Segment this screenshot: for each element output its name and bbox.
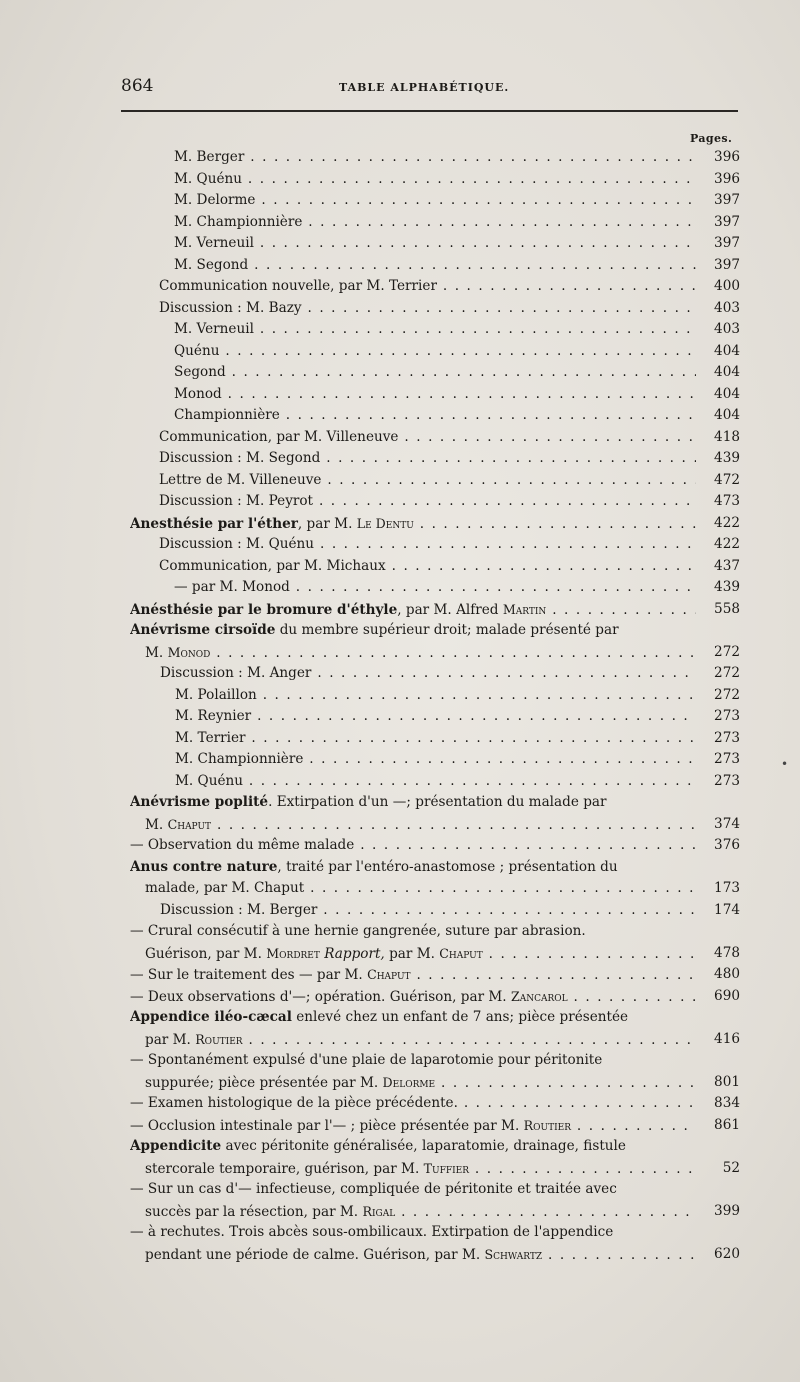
entry-heading: Anévrisme cirsoïde — [130, 622, 276, 638]
page-ref: 273 — [714, 729, 740, 746]
index-entry — [0, 599, 800, 621]
entry-text — [145, 642, 696, 665]
index-entry — [0, 255, 800, 277]
stray-mark: • — [781, 757, 789, 771]
page-ref: 861 — [714, 1116, 740, 1133]
entry-text — [130, 513, 696, 536]
author-name: Schwartz — [484, 1246, 543, 1262]
index-entry — [0, 1136, 800, 1158]
index-entry — [0, 900, 800, 922]
entry-body: stercorale temporaire, guérison, par M. — [145, 1160, 420, 1177]
entry-body: M. Reynier — [175, 708, 252, 724]
author-name: Chaput — [439, 945, 483, 961]
entry-body: M. Quénu — [175, 772, 244, 789]
author-name: Tuffier — [423, 1160, 470, 1176]
index-entry — [0, 169, 800, 191]
entry-text — [174, 319, 696, 341]
italic-note: Rapport, — [324, 945, 385, 962]
entry-body: M. Segond — [174, 256, 249, 273]
entry-body: Communication nouvelle, par M. Terrier — [159, 278, 437, 294]
entry-text — [130, 835, 696, 857]
entry-body: Discussion : M. Anger — [160, 665, 312, 681]
page-ref: 404 — [714, 364, 740, 380]
entry-text — [174, 255, 696, 277]
entry-body: avec péritonite généralisée, laparatomie, drainage, fistule — [221, 1138, 626, 1154]
index-entry — [0, 1222, 800, 1244]
page-ref: 396 — [714, 149, 740, 165]
index-entry — [0, 1201, 800, 1223]
index-entry — [0, 706, 800, 728]
entry-text — [130, 792, 696, 814]
index-entry — [0, 878, 800, 900]
index-entries — [0, 147, 800, 1265]
page-ref: 400 — [714, 278, 740, 294]
entry-text — [130, 1179, 696, 1201]
page-ref: 416 — [714, 1030, 740, 1047]
entry-body: , par M. Alfred — [397, 601, 499, 618]
entry-text — [130, 1007, 696, 1029]
page-ref: 422 — [714, 536, 740, 552]
entry-body: — Observation du même malade — [130, 837, 355, 853]
running-title: TABLE ALPHABÉTIQUE. — [339, 81, 510, 94]
entry-body: M. Berger — [174, 149, 245, 165]
index-entry — [0, 1093, 800, 1115]
index-entry — [0, 147, 800, 169]
author-name: Martin — [502, 601, 547, 617]
entry-heading: Appendice iléo-cæcal — [130, 1009, 292, 1025]
page-ref: 418 — [714, 428, 740, 445]
author-name: Routier — [195, 1031, 243, 1047]
author-name: Mordret — [266, 945, 320, 961]
index-entry — [0, 642, 800, 664]
entry-text — [175, 685, 696, 707]
page-ref: 473 — [714, 493, 740, 509]
entry-body: Communication, par M. Michaux — [159, 557, 386, 574]
index-entry — [0, 427, 800, 449]
entry-text — [130, 599, 696, 622]
entry-body: Discussion : M. Quénu — [159, 536, 315, 552]
entry-body: Monod — [174, 385, 222, 402]
author-name: Le Dentu — [356, 515, 414, 531]
entry-text — [145, 943, 696, 966]
entry-body: M. Delorme — [174, 192, 256, 208]
page-ref: 273 — [714, 772, 740, 789]
index-entry — [0, 1050, 800, 1072]
entry-text — [159, 534, 696, 556]
index-entry — [0, 212, 800, 234]
entry-text — [130, 921, 696, 943]
index-entry — [0, 556, 800, 578]
entry-text — [145, 1072, 696, 1095]
index-entry — [0, 1007, 800, 1029]
index-entry — [0, 1179, 800, 1201]
entry-body: Communication, par M. Villeneuve — [159, 428, 399, 445]
entry-body: M. Championnière — [175, 751, 304, 767]
page-ref: 174 — [714, 901, 740, 918]
entry-text — [145, 1201, 696, 1224]
index-entry — [0, 921, 800, 943]
page-ref: 801 — [714, 1073, 740, 1090]
index-entry — [0, 1029, 800, 1051]
page-ref: 403 — [714, 321, 740, 337]
entry-body: pendant une période de calme. Guérison, par M. — [145, 1246, 481, 1263]
entry-text — [130, 1115, 696, 1138]
index-entry — [0, 319, 800, 341]
entry-text — [159, 427, 696, 449]
page-ref: 404 — [714, 385, 740, 402]
entry-body: Guérison, par M. — [145, 945, 262, 962]
entry-body: du membre supérieur droit; malade présenté par — [275, 622, 619, 638]
entry-text — [130, 1050, 696, 1072]
entry-body: — Occlusion intestinale par l'— ; pièce présentée par M. — [130, 1117, 520, 1134]
index-entry — [0, 276, 800, 298]
entry-body: par M. — [384, 945, 435, 962]
entry-text — [175, 706, 696, 728]
page-ref: 404 — [714, 407, 740, 423]
index-entry — [0, 298, 800, 320]
page-ref: 480 — [714, 966, 740, 982]
index-entry — [0, 233, 800, 255]
index-entry — [0, 1158, 800, 1180]
entry-body: — par M. Monod — [174, 579, 290, 595]
index-entry — [0, 1072, 800, 1094]
entry-text — [174, 384, 696, 406]
page-ref: 52 — [722, 1159, 740, 1176]
entry-text — [174, 169, 696, 191]
entry-text — [175, 771, 696, 793]
pages-column-header: Pages. — [690, 132, 733, 145]
entry-body: , traité par l'entéro-anastomose ; présentation du — [277, 858, 618, 875]
entry-body: Discussion : M. Bazy — [159, 299, 302, 316]
author-name: Delorme — [382, 1074, 436, 1090]
index-entry — [0, 190, 800, 212]
entry-text — [160, 900, 696, 922]
entry-text — [174, 147, 696, 169]
entry-heading: Anévrisme poplité — [130, 794, 269, 810]
author-name: Chaput — [167, 816, 212, 832]
page-ref: 404 — [714, 342, 740, 359]
entry-body: M. Polaillon — [175, 686, 257, 703]
author-name: Monod — [167, 644, 211, 660]
entry-heading: Anésthésie par le bromure d'éthyle — [130, 601, 398, 618]
index-entry — [0, 728, 800, 750]
page-ref: 439 — [714, 450, 740, 466]
entry-heading: Appendicite — [130, 1138, 222, 1154]
index-entry — [0, 771, 800, 793]
index-entry — [0, 857, 800, 879]
entry-text — [145, 878, 696, 900]
index-entry — [0, 470, 800, 492]
entry-text — [130, 964, 696, 987]
index-entry — [0, 663, 800, 685]
entry-text — [175, 749, 696, 771]
page-ref: 558 — [714, 600, 740, 617]
entry-text — [130, 986, 696, 1009]
entry-body: M. Terrier — [175, 729, 246, 746]
page-ref: 397 — [714, 213, 740, 230]
entry-body: — Sur un cas d'— infectieuse, compliquée de péritonite et traitée avec — [130, 1181, 617, 1197]
entry-body: M. Quénu — [174, 170, 243, 187]
entry-text — [130, 1093, 696, 1115]
entry-body: succès par la résection, par M. — [145, 1203, 359, 1220]
entry-body: Segond — [174, 364, 226, 380]
page-ref: 374 — [714, 815, 740, 832]
page-ref: 173 — [714, 880, 740, 896]
entry-text — [160, 663, 696, 685]
page-ref: 399 — [714, 1202, 740, 1219]
entry-body: Lettre de M. Villeneuve — [159, 471, 322, 488]
entry-body: M. Verneuil — [174, 321, 254, 337]
page-ref: 472 — [714, 471, 740, 488]
entry-body: — Examen histologique de la pièce précédente. — [130, 1095, 458, 1111]
entry-text — [174, 577, 696, 599]
entry-text — [174, 233, 696, 255]
index-entry — [0, 1244, 800, 1266]
entry-body: — Spontanément expulsé d'une plaie de laparotomie pour péritonite — [130, 1052, 603, 1068]
page-header — [121, 76, 738, 100]
author-name: Routier — [523, 1117, 571, 1133]
page-ref: 834 — [714, 1095, 740, 1111]
entry-body: — Sur le traitement des — par M. — [130, 967, 363, 983]
entry-heading: Anus contre nature — [130, 858, 278, 875]
index-entry — [0, 792, 800, 814]
entry-text — [130, 857, 696, 879]
entry-text — [175, 728, 696, 750]
page-number: 864 — [121, 76, 154, 96]
page-ref: 403 — [714, 299, 740, 316]
entry-text — [145, 1244, 696, 1267]
page-ref: 272 — [714, 643, 740, 660]
entry-body: , par M. — [297, 515, 353, 532]
entry-body: enlevé chez un enfant de 7 ans; pièce présentée — [291, 1009, 629, 1025]
entry-text — [174, 212, 696, 234]
entry-body: suppurée; pièce présentée par M. — [145, 1074, 379, 1091]
index-entry — [0, 491, 800, 513]
entry-text — [159, 276, 696, 298]
page-ref: 437 — [714, 557, 740, 574]
page-ref: 272 — [714, 665, 740, 681]
index-entry — [0, 620, 800, 642]
entry-body: — à rechutes. Trois abcès sous-ombilicaux. Extirpation de l'appendice — [130, 1224, 614, 1240]
page-ref: 376 — [714, 837, 740, 853]
entry-body: — Deux observations d'—; opération. Guérison, par M. — [130, 988, 507, 1005]
entry-text — [130, 620, 696, 642]
entry-text — [130, 1136, 696, 1158]
page-ref: 478 — [714, 944, 740, 961]
index-entry — [0, 513, 800, 535]
index-entry — [0, 384, 800, 406]
author-name: Rigal — [362, 1203, 396, 1219]
entry-body: Discussion : M. Peyrot — [159, 493, 314, 509]
entry-text — [174, 362, 696, 384]
page-ref: 397 — [714, 256, 740, 273]
index-entry — [0, 835, 800, 857]
entry-body: Discussion : M. Berger — [160, 901, 318, 918]
entry-body: par M. — [145, 1031, 191, 1048]
entry-text — [145, 1158, 696, 1181]
author-name: Zancarol — [510, 988, 568, 1004]
index-entry — [0, 964, 800, 986]
page-ref: 690 — [714, 987, 740, 1004]
index-entry — [0, 685, 800, 707]
index-entry — [0, 986, 800, 1008]
index-entry — [0, 341, 800, 363]
entry-text — [174, 405, 696, 427]
index-entry — [0, 448, 800, 470]
page-ref: 397 — [714, 192, 740, 208]
entry-text — [159, 448, 696, 470]
entry-text — [145, 1029, 696, 1052]
index-entry — [0, 577, 800, 599]
entry-body: M. — [145, 816, 164, 833]
entry-text — [174, 341, 696, 363]
index-entry — [0, 534, 800, 556]
page-ref: 422 — [714, 514, 740, 531]
index-entry — [0, 814, 800, 836]
entry-heading: Anesthésie par l'éther — [130, 515, 298, 532]
page-ref: 273 — [714, 708, 740, 724]
page-ref: 272 — [714, 686, 740, 703]
page-ref: 439 — [714, 579, 740, 595]
index-entry — [0, 362, 800, 384]
index-entry — [0, 405, 800, 427]
entry-text — [130, 1222, 696, 1244]
entry-body: . Extirpation d'un —; présentation du malade par — [268, 794, 607, 810]
entry-body: M. Verneuil — [174, 235, 254, 251]
entry-text — [159, 470, 696, 492]
page-ref: 620 — [714, 1245, 740, 1262]
page-ref: 397 — [714, 235, 740, 251]
entry-text — [159, 298, 696, 320]
page-ref: 396 — [714, 170, 740, 187]
entry-body: Championnière — [174, 407, 280, 423]
entry-text — [159, 556, 696, 578]
entry-body: — Crural consécutif à une hernie gangrenée, suture par abrasion. — [130, 923, 586, 939]
author-name: Chaput — [367, 967, 411, 982]
page-ref: 273 — [714, 751, 740, 767]
index-entry — [0, 943, 800, 965]
entry-text — [159, 491, 696, 513]
entry-text — [174, 190, 696, 212]
index-entry — [0, 1115, 800, 1137]
entry-body: Quénu — [174, 342, 220, 359]
header-rule — [121, 110, 738, 112]
index-entry — [0, 749, 800, 771]
entry-text — [145, 814, 696, 837]
entry-body: malade, par M. Chaput — [145, 880, 305, 896]
entry-body: Discussion : M. Segond — [159, 450, 321, 466]
entry-body: M. — [145, 644, 164, 661]
entry-body: M. Championnière — [174, 213, 303, 230]
